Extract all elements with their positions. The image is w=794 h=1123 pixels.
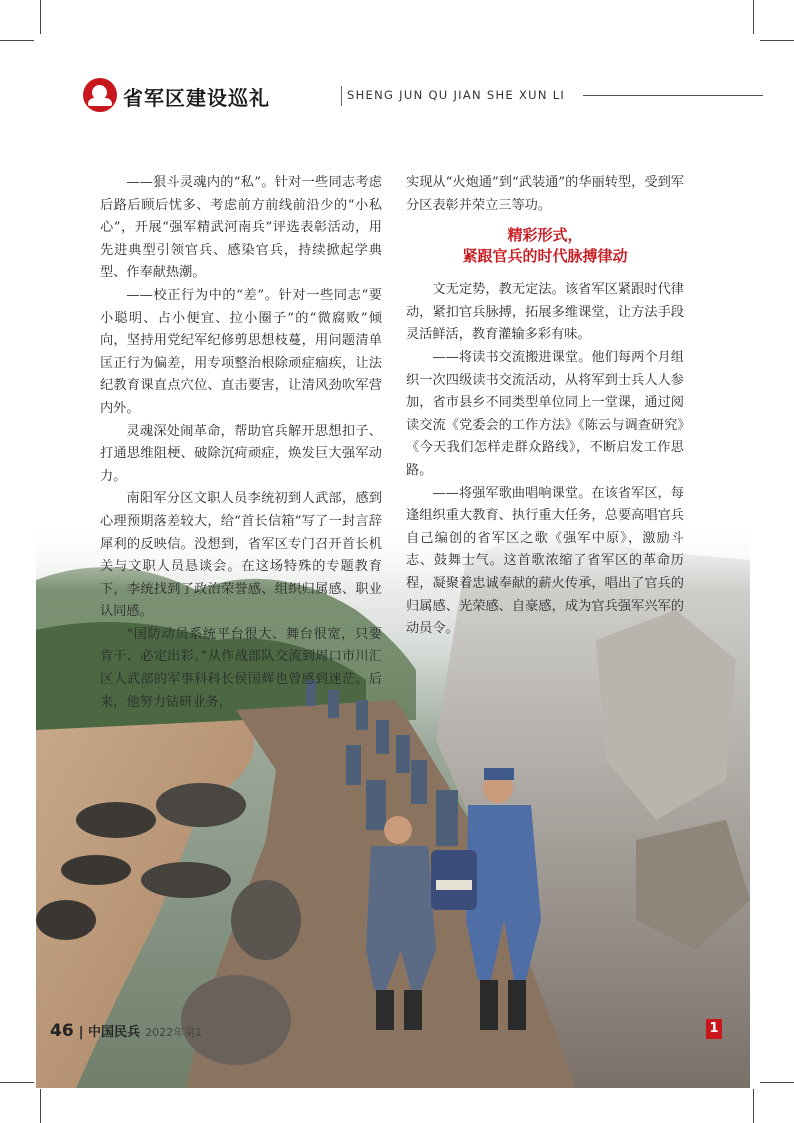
paragraph: ——狠斗灵魂内的“私”。针对一些同志考虑后路后顾后忧多、考虑前方前线前沿少的“小私心”，开展“强军精武河南兵”评选表彰活动，用先进典型引领官兵、感染官兵，持续掀起学典型、作奉献热潮。: [100, 175, 382, 281]
paragraph: 灵魂深处闹革命，帮助官兵解开思想扣子、打通思维阻梗、破除沉疴顽症，焕发巨大强军动力。: [100, 423, 382, 484]
publication-name: 中国民兵: [88, 1025, 141, 1040]
section-title-line2: 紧跟官兵的时代脉搏律动: [462, 247, 628, 266]
crop-mark: [40, 1089, 41, 1123]
crop-mark: [40, 0, 41, 34]
page-number: 46: [50, 1021, 74, 1041]
paragraph: ——将强军歌曲唱响课堂。在该省军区，每逢组织重大教育、执行重大任务，总要高唱官兵自己编创的省军区之歌《强军中原》，激励斗志、鼓舞士气。这首歌浓缩了省军区的革命历程，凝聚着忠诚奉献的薪火传承，唱出了官兵的归属感、光荣感、自豪感，成为官兵强军兴军的动员令。: [406, 485, 684, 637]
crop-mark: [753, 0, 754, 34]
crop-mark: [0, 40, 34, 41]
paragraph: “国防动员系统平台很大、舞台很宽，只要肯干、必定出彩。”从作战部队交流到周口市川汇区人武部的军事科科长侯国辉也曾感到迷茫。后来，他努力钻研业务，: [100, 626, 382, 710]
section-title-line1: 精彩形式，: [507, 226, 583, 245]
paragraph: ——将读书交流搬进课堂。他们每两个月组织一次四级读书交流活动，从将军到士兵人人参加，省市县乡不同类型单位同上一堂课，通过阅读交流《党委会的工作方法》《陈云与调查研究》《今天我们怎样走群众路线》，不断启发工作思路。: [406, 349, 684, 478]
emblem-icon: [83, 78, 117, 112]
paragraph-continuation: 实现从“火炮通”到“武装通”的华丽转型，受到军分区表彰并荣立三等功。: [406, 175, 684, 213]
page-header: [83, 78, 763, 114]
paragraph: 南阳军分区文职人员李统初到人武部，感到心理预期落差较大，给“首长信箱”写了一封言辞犀利的反映信。没想到，省军区专门召开首长机关与文职人员恳谈会。在这场特殊的专题教育下，李统找到了政治荣誉感、组织归属感、职业认同感。: [100, 491, 382, 620]
paragraph: 文无定势，教无定法。该省军区紧跟时代律动，紧扣官兵脉搏，拓展多维课堂，让方法手段灵活鲜活，教育灌输多彩有味。: [406, 282, 684, 343]
header-rule: [583, 95, 763, 96]
crop-mark: [0, 1082, 34, 1083]
left-column: [100, 172, 382, 714]
crop-mark: [760, 1082, 794, 1083]
crop-mark: [753, 1089, 754, 1123]
section-heading-pinyin: SHENG JUN QU JIAN SHE XUN LI: [347, 88, 566, 102]
right-column: [406, 172, 684, 641]
issue-number: 2022年第1: [145, 1026, 203, 1039]
footer-separator: |: [78, 1025, 89, 1040]
section-title: [406, 225, 684, 267]
heading-divider: [341, 86, 342, 106]
crop-mark: [760, 40, 794, 41]
paragraph: ——校正行为中的“差”。针对一些同志“要小聪明、占小便宜、拉小圈子”的“微腐败”倾向，坚持用党纪军纪修剪思想枝蔓，用问题清单匡正行为偏差，用专项整治根除顽症痼疾，让法纪教育课直点穴位、直击要害，让清风劲吹军营内外。: [100, 287, 382, 416]
section-heading: 省军区建设巡礼: [123, 86, 270, 110]
page-footer: [50, 1021, 202, 1041]
corner-badge: 1: [706, 1019, 722, 1039]
